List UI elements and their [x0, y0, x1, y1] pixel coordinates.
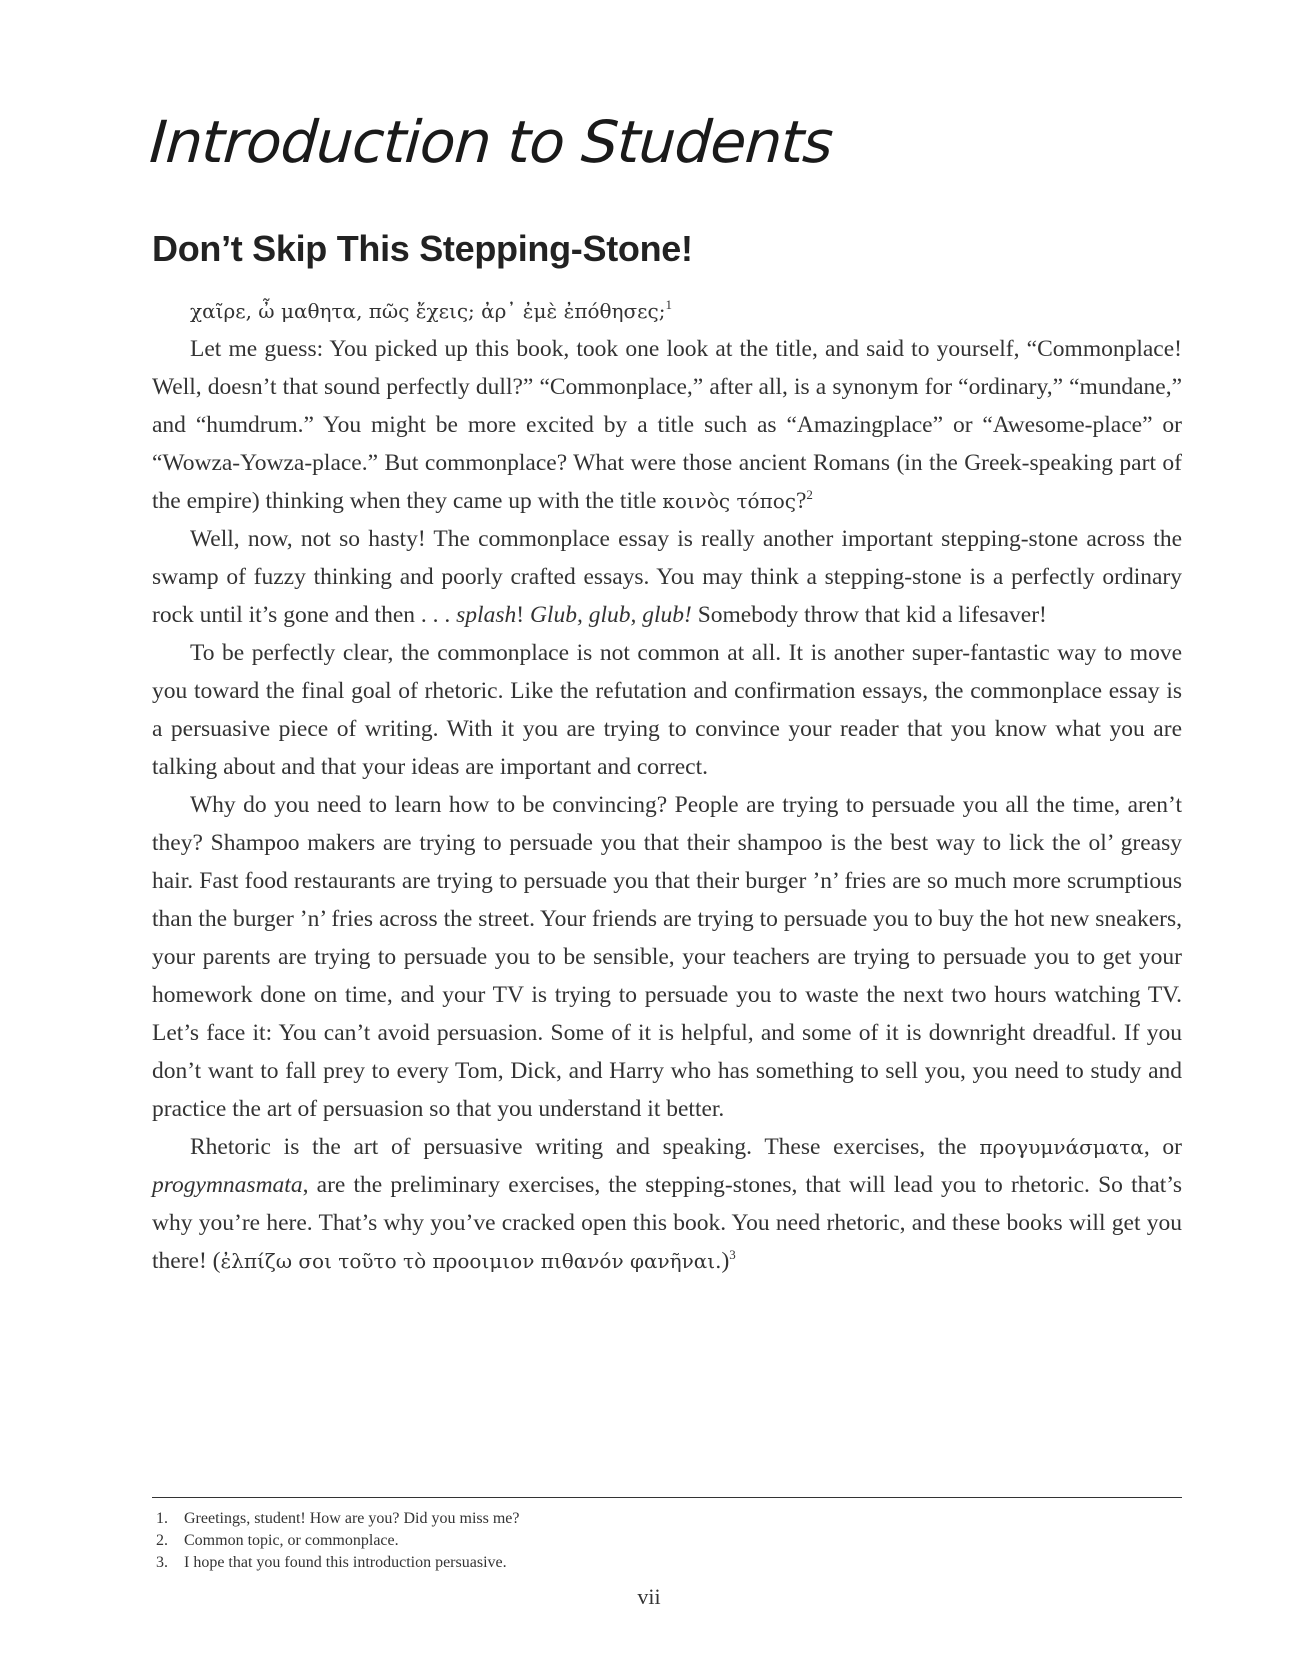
footnote-1 [152, 1508, 1182, 1530]
greek-greeting: χαῖρε, ὦ μαθητα, πῶς ἔχεις; ἀρ᾽ ἐμὲ ἐπόθησες; [190, 299, 666, 323]
paragraph-2-mid: ! [516, 602, 530, 628]
footnote-number: 1. [156, 1510, 168, 1527]
paragraph-5-text: Rhetoric is the art of persuasive writing and speaking. These exercises, the [190, 1134, 980, 1160]
glub-italic: Glub, glub, glub! [529, 602, 692, 628]
greek-closing-sentence: ἐλπίζω σοι τοῦτο τὸ προοιμιον πιθανόν φανῆναι. [220, 1249, 722, 1273]
paragraph-2-text: Well, now, not so hasty! The commonplace essay is really another important stepping-stone across the swamp of fuzzy thinking and poorly crafted essays. You may think a stepping-stone is a perfectly ordinary rock until it’s gone and then . . . [152, 526, 1182, 628]
footnotes [152, 1497, 1182, 1574]
section-heading: Don’t Skip This Stepping-Stone! [152, 228, 693, 269]
footnote-number: 3. [156, 1554, 168, 1571]
footnote-ref-2: 2 [806, 487, 813, 503]
paragraph-4: Why do you need to learn how to be convincing? People are trying to persuade you all the time, aren’t they? Shampoo makers are trying to persuade you that their shampoo is the best way to lick the ol’ greasy hair. Fast food restaurants are trying to persuade you that their burger ’n’ fries are so much more scrumptious than the burger ’n’ fries across the street. Your friends are trying to persuade you to buy the hot new sneakers, your parents are trying to persuade you to be sensible, your teachers are trying to persuade you to get your homework done on time, and your TV is trying to persuade you to waste the next two hours watching TV. Let’s face it: You can’t avoid persuasion. Some of it is helpful, and some of it is downright dreadful. If you don’t want to fall prey to every Tom, Dick, and Harry who has something to sell you, you need to study and practice the art of persuasion so that you understand it better. [152, 792, 1182, 1122]
paragraph-1-end: ? [795, 488, 807, 514]
paragraph-2 [152, 520, 1182, 634]
footnote-3 [152, 1552, 1182, 1574]
footnote-text: Common topic, or commonplace. [184, 1532, 399, 1549]
splash-italic: splash [456, 602, 517, 628]
body-text [152, 292, 1182, 1280]
paragraph-5-end: ) [721, 1248, 730, 1274]
paragraph-3: To be perfectly clear, the commonplace is not common at all. It is another super-fantastic way to move you toward the final goal of rhetoric. Like the refutation and confirmation essays, the commonplace essay is a persuasive piece of writing. With it you are trying to convince your reader that you know what you are talking about and that your ideas are important and correct. [152, 640, 1182, 780]
footnote-text: I hope that you found this introduction persuasive. [184, 1554, 507, 1571]
greek-progymnasmata: προγυμνάσματα [979, 1135, 1144, 1159]
footnote-ref-1: 1 [665, 297, 672, 313]
footnote-2 [152, 1530, 1182, 1552]
paragraph-1-text: Let me guess: You picked up this book, took one look at the title, and said to yourself, “Commonplace! Well, doesn’t that sound perfectly dull?” “Commonplace,” after all, is a synonym for “ordinary,” “mundane,” and “humdrum.” You might be more excited by a title such as “Amazingplace” or “Awesome-place” or “Wowza-Yowza-place.” But commonplace? What were those ancient Romans (in the Greek-speaking part of the empire) thinking when they came up with the title [152, 336, 1182, 514]
footnote-ref-3: 3 [729, 1247, 736, 1263]
progymnasmata-italic: progymnasmata [152, 1172, 303, 1198]
paragraph-5 [152, 1128, 1182, 1280]
paragraph-5-mid2: , are the preliminary exercises, the stepping-stones, that will lead you to rhetoric. So that’s why you’re here. That’s why you’ve cracked open this book. You need rhetoric, and these books will get you there! ( [152, 1172, 1182, 1274]
chapter-title: Introduction to Students [147, 108, 835, 176]
greek-greeting-paragraph [152, 292, 1182, 330]
paragraph-1 [152, 330, 1182, 520]
footnote-number: 2. [156, 1532, 168, 1549]
paragraph-5-mid: , or [1143, 1134, 1183, 1160]
greek-koinos-topos: κοινὸς τόπος [662, 489, 796, 513]
footnote-text: Greetings, student! How are you? Did you miss me? [184, 1510, 520, 1527]
paragraph-2-end: Somebody throw that kid a lifesaver! [691, 602, 1047, 628]
page-number: vii [637, 1584, 661, 1609]
